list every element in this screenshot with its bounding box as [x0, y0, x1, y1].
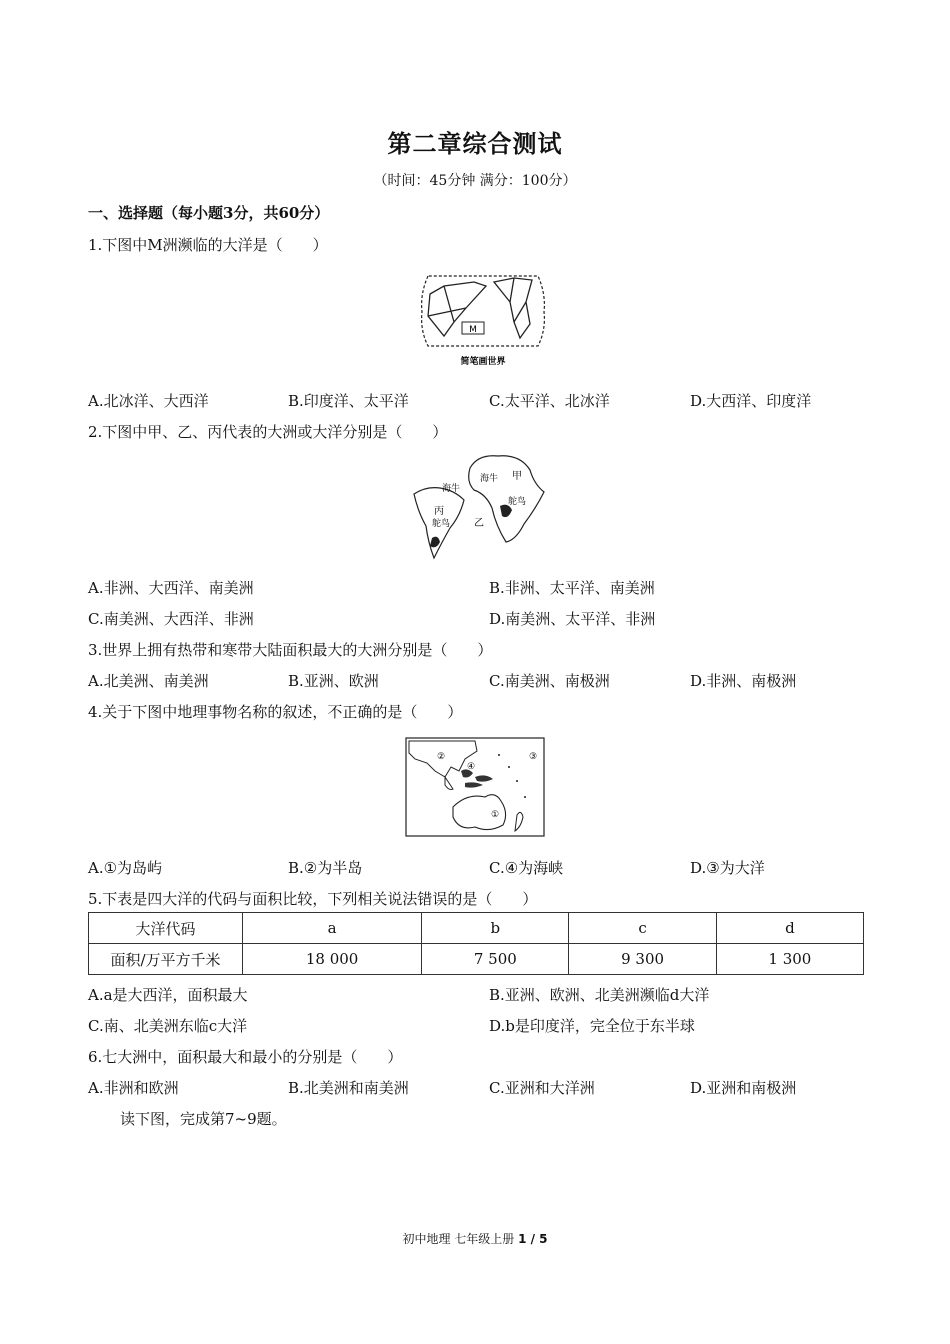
dot — [524, 796, 526, 798]
table-cell: c — [569, 913, 716, 944]
islands — [461, 769, 493, 787]
page-subtitle: （时间：45分钟 满分：100分） — [373, 173, 577, 189]
question-6-stem: 6.七大洲中，面积最大和最小的分别是（ ） — [88, 1048, 403, 1066]
label-jia: 甲 — [512, 471, 522, 482]
label-3: ③ — [529, 752, 538, 762]
dot — [498, 754, 500, 756]
table-cell: b — [422, 913, 569, 944]
table-cell: 1 300 — [716, 944, 863, 975]
label-1: ① — [491, 810, 500, 820]
page-title: 第二章综合测试 — [387, 129, 563, 158]
question-2-figure — [408, 450, 548, 562]
figure-caption: 简笔画世界 — [460, 357, 506, 367]
page-number: 1 / 5 — [518, 1232, 548, 1246]
label-bing: 丙 — [434, 506, 444, 517]
table-cell: 面积/万平方千米 — [89, 944, 243, 975]
option-b[interactable]: B.亚洲、欧洲 — [288, 672, 379, 690]
question-4-figure — [405, 737, 545, 837]
table-cell: a — [243, 913, 422, 944]
world-outline — [422, 276, 545, 346]
peninsula — [445, 777, 453, 790]
option-a[interactable]: A.非洲和欧洲 — [88, 1079, 179, 1097]
question-1-figure — [414, 272, 552, 370]
section-heading: 一、选择题（每小题3分，共60分） — [88, 204, 330, 222]
label-2: ② — [437, 752, 446, 762]
option-a[interactable]: A.非洲、大西洋、南美洲 — [88, 579, 254, 597]
dot — [508, 766, 510, 768]
option-b[interactable]: B.②为半岛 — [288, 859, 363, 877]
option-c[interactable]: C.亚洲和大洋洲 — [489, 1079, 595, 1097]
table-cell: 9 300 — [569, 944, 716, 975]
new-zealand — [515, 812, 523, 831]
label-manatee-sa: 海牛 — [442, 484, 461, 494]
ostrich-mark-sa — [430, 537, 440, 548]
option-d[interactable]: D.大西洋、印度洋 — [690, 392, 812, 410]
table-row — [89, 944, 864, 975]
option-d[interactable]: D.非洲、南极洲 — [690, 672, 797, 690]
table-cell: 大洋代码 — [89, 913, 243, 944]
question-3-stem: 3.世界上拥有热带和寒带大陆面积最大的大洲分别是（ ） — [88, 641, 493, 659]
question-2-stem: 2.下图中甲、乙、丙代表的大洲或大洋分别是（ ） — [88, 423, 448, 441]
table-cell: 7 500 — [422, 944, 569, 975]
continent-sketch-right — [494, 278, 532, 338]
label-4: ④ — [467, 762, 476, 772]
option-a[interactable]: A.a是大西洋，面积最大 — [88, 986, 248, 1004]
label-ostrich-sa: 鸵鸟 — [432, 519, 451, 529]
footer-text: 初中地理 七年级上册 — [402, 1232, 519, 1246]
option-a[interactable]: A.北冰洋、大西洋 — [88, 392, 209, 410]
option-c[interactable]: C.南美洲、南极洲 — [489, 672, 610, 690]
label-ostrich-africa: 鸵鸟 — [508, 497, 527, 507]
reading-note: 读下图，完成第7~9题。 — [120, 1110, 287, 1128]
option-a[interactable]: A.北美洲、南美洲 — [88, 672, 209, 690]
question-4-stem: 4.关于下图中地理事物名称的叙述，不正确的是（ ） — [88, 703, 463, 721]
table-cell: 18 000 — [243, 944, 422, 975]
option-c[interactable]: C.太平洋、北冰洋 — [489, 392, 610, 410]
page-footer — [0, 1230, 950, 1247]
option-d[interactable]: D.b是印度洋，完全位于东半球 — [489, 1017, 695, 1035]
dot — [516, 780, 518, 782]
label-manatee-africa: 海牛 — [480, 474, 499, 484]
option-c[interactable]: C.南、北美洲东临c大洋 — [88, 1017, 248, 1035]
option-d[interactable]: D.南美洲、太平洋、非洲 — [489, 610, 656, 628]
africa-outline — [469, 456, 544, 542]
option-d[interactable]: D.亚洲和南极洲 — [690, 1079, 797, 1097]
option-c[interactable]: C.南美洲、大西洋、非洲 — [88, 610, 254, 628]
table-cell: d — [716, 913, 863, 944]
option-b[interactable]: B.非洲、太平洋、南美洲 — [489, 579, 655, 597]
option-b[interactable]: B.印度洋、太平洋 — [288, 392, 409, 410]
question-1-stem: 1.下图中M洲濒临的大洋是（ ） — [88, 236, 328, 254]
label-yi: 乙 — [474, 518, 484, 529]
option-d[interactable]: D.③为大洋 — [690, 859, 765, 877]
option-c[interactable]: C.④为海峡 — [489, 859, 564, 877]
table-header-row — [89, 913, 864, 944]
m-continent-label: M — [469, 325, 477, 335]
question-5-stem: 5.下表是四大洋的代码与面积比较，下列相关说法错误的是（ ） — [88, 890, 538, 908]
option-b[interactable]: B.北美洲和南美洲 — [288, 1079, 409, 1097]
continent-sketch-left — [428, 282, 486, 336]
option-b[interactable]: B.亚洲、欧洲、北美洲濒临d大洋 — [489, 986, 710, 1004]
option-a[interactable]: A.①为岛屿 — [88, 859, 163, 877]
ocean-area-table — [88, 912, 864, 975]
